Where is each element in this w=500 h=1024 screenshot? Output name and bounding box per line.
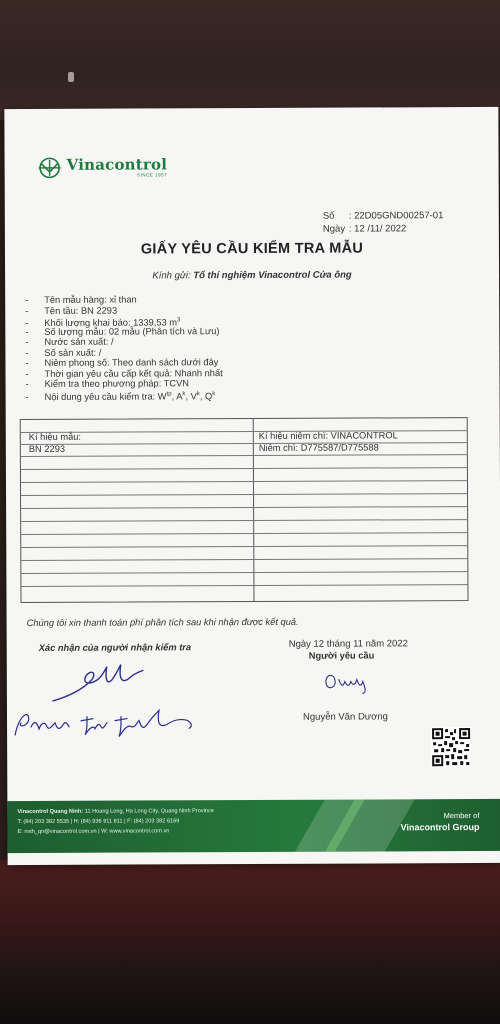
qr-code-icon [431, 727, 471, 767]
list-item: - Khối lượng khai báo: 1339,53 $m^3$ [25, 317, 181, 329]
member-of-group [401, 811, 480, 833]
table-rule [21, 571, 467, 574]
vinacontrol-logo [37, 156, 168, 179]
footer-contact [17, 806, 214, 837]
sample-details-list [25, 294, 223, 400]
table-header-sample-id: Kí hiệu mẫu: [28, 431, 82, 442]
signing-date: Ngày 12 tháng 11 năm 2022 [288, 638, 408, 650]
request-document [4, 107, 500, 865]
date-label: Ngày [322, 223, 346, 235]
sample-table [20, 417, 469, 603]
table-header-seal-id: Kí hiệu niêm chì: VINACONTROL [258, 430, 398, 441]
list-item: - Nội dung yêu cầu kiểm tra: $W^{tp}$, $A^k$, $V^k$, $Q^k$ [25, 390, 216, 402]
date-value: : 12 /11/ 2022 [348, 223, 407, 235]
list-item: - Niêm phong số: Theo danh sách dưới đây [25, 357, 219, 368]
requester-signature [319, 667, 379, 695]
table-cell-seal-id: Niêm chì: D775587/D775588 [258, 442, 379, 453]
table-rule [21, 532, 467, 535]
table-rule [21, 480, 467, 483]
receiver-confirmation-label: Xác nhận của người nhận kiểm tra [38, 642, 192, 653]
doc-no-value: : 22D05GND00257-01 [348, 210, 444, 222]
document-title: GIẤY YÊU CẦU KIỂM TRA MẪU [140, 240, 364, 258]
table-cell-sample-id: BN 2293 [28, 443, 66, 454]
volume-unit-sup: 3 [177, 317, 181, 324]
receiver-signature [47, 656, 157, 706]
group-name: Vinacontrol Group [400, 822, 480, 833]
requester-label: Người yêu cầu [308, 650, 375, 661]
greeting-prefix: Kính gửi: [152, 270, 191, 282]
background-speck [68, 72, 74, 82]
list-item: - Tên tầu: BN 2293 [25, 305, 118, 316]
list-item: - Tên mẫu hàng: xỉ than [25, 294, 137, 305]
table-divider [253, 419, 255, 601]
requester-name: Nguyễn Văn Dương [302, 711, 388, 723]
vinacontrol-logo-icon [37, 157, 63, 179]
table-rule [21, 442, 467, 445]
list-item: - Thời gian yêu cầu cấp kết quả: Nhanh nhất [25, 367, 223, 379]
table-rule [21, 584, 467, 587]
list-item: - Nước sản xuất: / [25, 336, 114, 347]
payment-note: Chúng tôi xin thanh toán phí phân tích sau khi nhận được kết quả. [26, 616, 299, 628]
table-rule [21, 454, 467, 457]
table-rule [21, 519, 467, 522]
table-rule [21, 545, 467, 548]
brand-since: SINCE 1957 [137, 172, 168, 178]
table-rule [21, 506, 467, 509]
doc-no-label: Số [322, 210, 335, 222]
document-footer [7, 799, 500, 853]
footer-branch: Vinacontrol Quang Ninh: [17, 808, 84, 816]
table-rule [21, 430, 467, 433]
table-rule [21, 467, 467, 470]
receiver-name-handwritten [11, 700, 201, 743]
footer-web: E: nvth_qn@vinacontrol.com.vn | W: www.vinacontrol.com.vn [17, 828, 170, 836]
photo-background-top [0, 0, 500, 120]
footer-address: 11 Hoang Long, Ha Long City, Quang Ninh Province [84, 808, 214, 815]
list-item: - Kiểm tra theo phương pháp: TCVN [25, 378, 190, 389]
member-of-label: Member of [443, 811, 480, 821]
greeting-recipient: Tổ thí nghiệm Vinacontrol Cửa ông [193, 269, 352, 282]
list-item: - Số lượng mẫu: 02 mẫu (Phân tích và Lưu) [25, 325, 220, 337]
greeting [5, 269, 499, 282]
footer-phones: T: (84) 203 382 5535 | H: (84) 936 911 811 | F: (84) 203 382 6169 [17, 818, 180, 826]
photo-background-bottom [0, 860, 500, 1024]
brand-name: Vinacontrol [66, 155, 168, 174]
table-rule [21, 558, 467, 561]
list-item: - Số sản xuất: / [25, 347, 102, 358]
table-rule [21, 493, 467, 496]
document-number-block [323, 209, 444, 236]
